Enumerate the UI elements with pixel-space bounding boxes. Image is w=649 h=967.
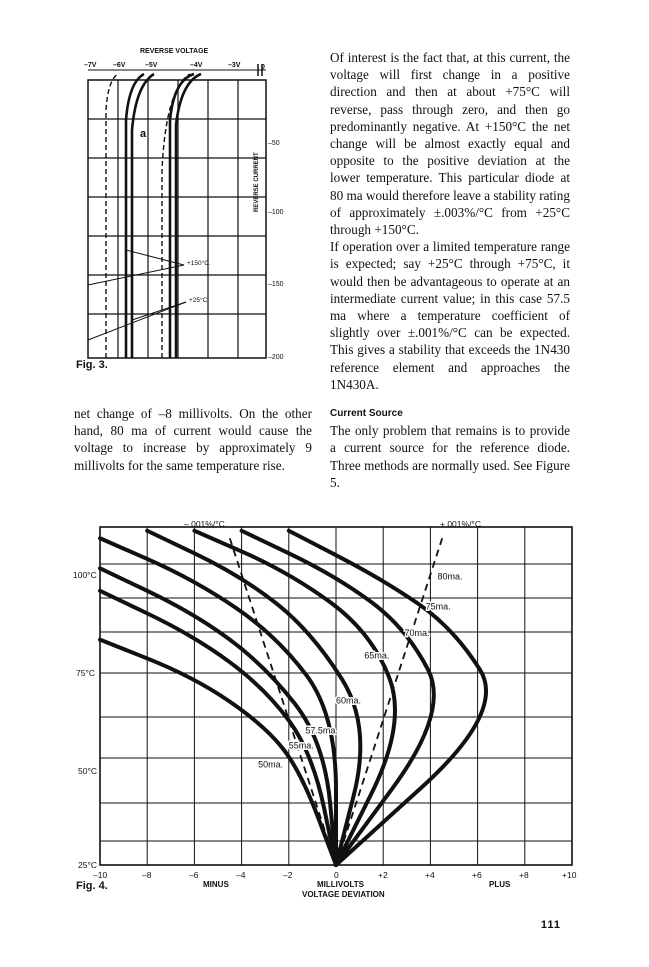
fig4-xtick-m4: –4 [236,870,246,880]
fig4-axis-label: VOLTAGE DEVIATION [302,890,385,899]
fig4-curve-label-5: 70ma. [404,627,430,638]
fig4-curve-label-6: 75ma. [425,601,451,612]
fig3-vtick-6: –6V [113,62,126,69]
right-column [330,49,570,393]
page-number: 111 [540,919,561,931]
fig3-annotation-150c: +150°C. [187,260,211,267]
fig4-xtick-m2: –2 [283,870,293,880]
figure-4 [100,527,572,869]
fig4-ytick-100: 100°C [73,570,97,580]
right-column-2 [330,405,570,491]
fig4-xtick-p2: +2 [378,870,388,880]
fig3-vtick-4: –4V [190,62,203,69]
fig4-units-label: MILLIVOLTS [317,880,364,889]
fig3-ctick-150: –150 [268,281,284,288]
fig4-coef-pos: +.001%/°C. [440,519,484,529]
fig4-xtick-p10: +10 [562,870,577,880]
fig4-ytick-75: 75°C [76,668,95,678]
fig4-curve-label-0: 50ma. [258,759,284,770]
fig4-ytick-25: 25°C [78,860,97,870]
fig4-ytick-50: 50°C [78,766,97,776]
section-heading: Current Source [330,408,403,419]
fig4-caption: Fig. 4. [76,880,108,892]
fig3-ctick-100: –100 [268,209,284,216]
fig3-curve-2 [126,74,147,358]
fig3-caption: Fig. 3. [76,359,108,371]
fig3-side-label: REVERSE CURRENT [254,152,260,212]
paragraph-3: net change of –8 millivolts. On the other hand, 80 ma of current would cause the voltage to increase by approximately 9 millivolts for the same temperature rise. [74,406,312,473]
fig4-curve-label-3: 60ma. [336,695,362,706]
fig4-curve-label-7: 80ma. [437,571,463,582]
fig4-minus-label: MINUS [203,880,229,889]
fig4-xtick-m8: –8 [142,870,152,880]
fig3-annotation-a: a [140,128,147,140]
fig4-curve-label-1: 55ma. [288,740,314,751]
fig3-curve-6 [176,74,201,358]
paragraph-4: The only problem that remains is to provide a current source for the reference diode. Three methods are normally used. See Figure 5. [330,423,570,490]
fig4-xtick-p8: +8 [519,870,529,880]
fig4-xtick-m10: –10 [93,870,108,880]
fig4-coef-neg: –.001%/°C. [184,519,228,529]
fig3-annotation-25c: +25°C [189,297,208,304]
left-column [74,405,312,474]
fig3-vtick-3: –3V [228,62,241,69]
fig3-curve-5 [170,74,194,358]
fig4-xtick-p6: +6 [472,870,482,880]
fig3-top-label: REVERSE VOLTAGE [140,48,209,55]
fig3-vtick-5: –5V [145,62,158,69]
fig3-curve-1 [106,74,118,358]
fig4-curve-65.ma [147,531,360,865]
fig3-ctick-50: –50 [268,140,280,147]
fig3-ctick-200: –200 [268,354,284,361]
fig4-curve-label-2: 57.5ma. [305,725,338,736]
fig4-plus-label: PLUS [489,880,511,889]
paragraph-2: If operation over a limited temperature range is expected; say +25°C through +75°C, it would then be advantageous to operate at an intermediate current value; in this case 57.5 ma where a temperature coefficient of slightly over ±.001%/°C can be expected. This gives a stability that exceeds the 1N430 reference element and approaches the 1N430A. [330,239,570,392]
fig3-vtick-0: 0 [261,64,265,71]
fig4-xtick-p4: +4 [425,870,435,880]
fig4-xtick-m6: –6 [189,870,199,880]
paragraph-1: Of interest is the fact that, at this current, the voltage will first change in a positive direction and then at about +75°C will reverse, pass through zero, and then go predominantly negative. At +150°C the net change will be almost exactly equal and opposite to the positive deviation at the lower temperature. This particular diode at 80 ma would therefore leave a stability rating of approximately ±.003%/°C from +25°C through +150°C. [330,50,570,238]
fig4-xtick-0: 0 [334,870,339,880]
fig4-curve-label-4: 65ma. [364,650,390,661]
fig3-vtick-7: –7V [84,62,97,69]
